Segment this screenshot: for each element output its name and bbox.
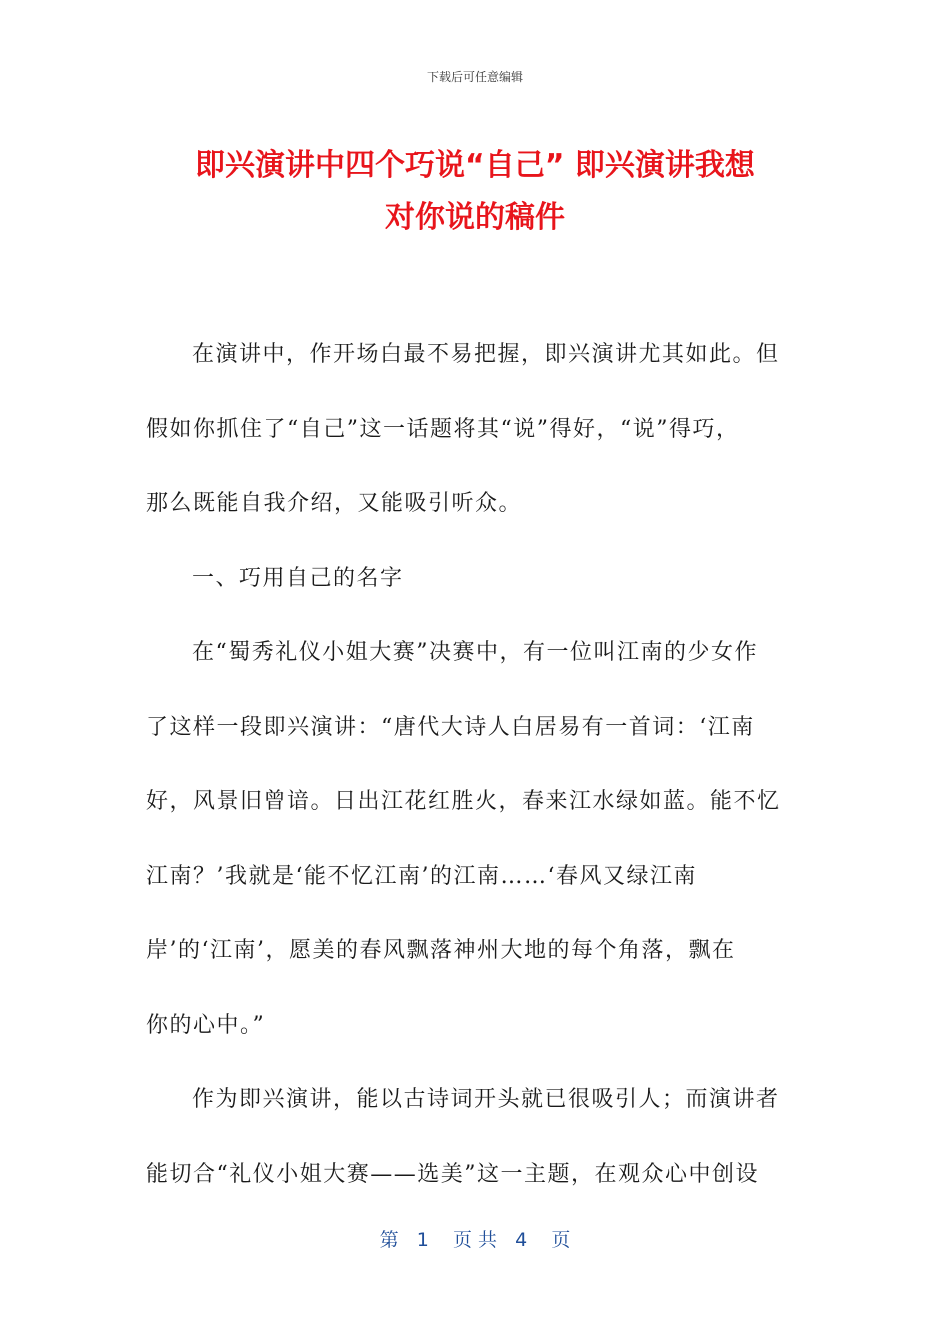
section-heading: 一、巧用自己的名字 [192,565,404,591]
document-title [120,140,830,244]
body-line: 岸’的‘江南’，愿美的春风飘落神州大地的每个角落，飘在 [146,938,736,963]
title-line-2: 对你说的稿件 [385,200,565,235]
body-line: 了这样一段即兴演讲：“唐代大诗人白居易有一首词：‘江南 [146,714,755,740]
body-line: 在演讲中，作开场白最不易把握，即兴演讲尤其如此。但 [192,342,780,367]
body-line: 假如你抓住了“自己”这一话题将其“说”得好，“说”得巧， [146,416,740,442]
page-footer: 第 1 页 共 4 页 [379,1229,571,1251]
title-line-1: 即兴演讲中四个巧说“自己” 即兴演讲我想 [195,148,755,183]
body-line: 在“蜀秀礼仪小姐大赛”决赛中，有一位叫江南的少女作 [192,640,758,665]
body-line: 你的心中。” [146,1012,266,1038]
body-line: 好，风景旧曾谙。日出江花红胜火，春来江水绿如蓝。能不忆 [146,789,781,814]
header-note: 下载后可任意编辑 [426,70,523,84]
body-line: 江南？’我就是‘能不忆江南’的江南……‘春风又绿江南 [146,863,697,889]
document-body [146,318,806,1212]
body-line: 作为即兴演讲，能以古诗词开头就已很吸引人；而演讲者 [192,1087,780,1112]
body-line: 能切合“礼仪小姐大赛——选美”这一主题，在观众心中创设 [146,1161,759,1187]
body-line: 那么既能自我介绍，又能吸引听众。 [146,491,523,516]
